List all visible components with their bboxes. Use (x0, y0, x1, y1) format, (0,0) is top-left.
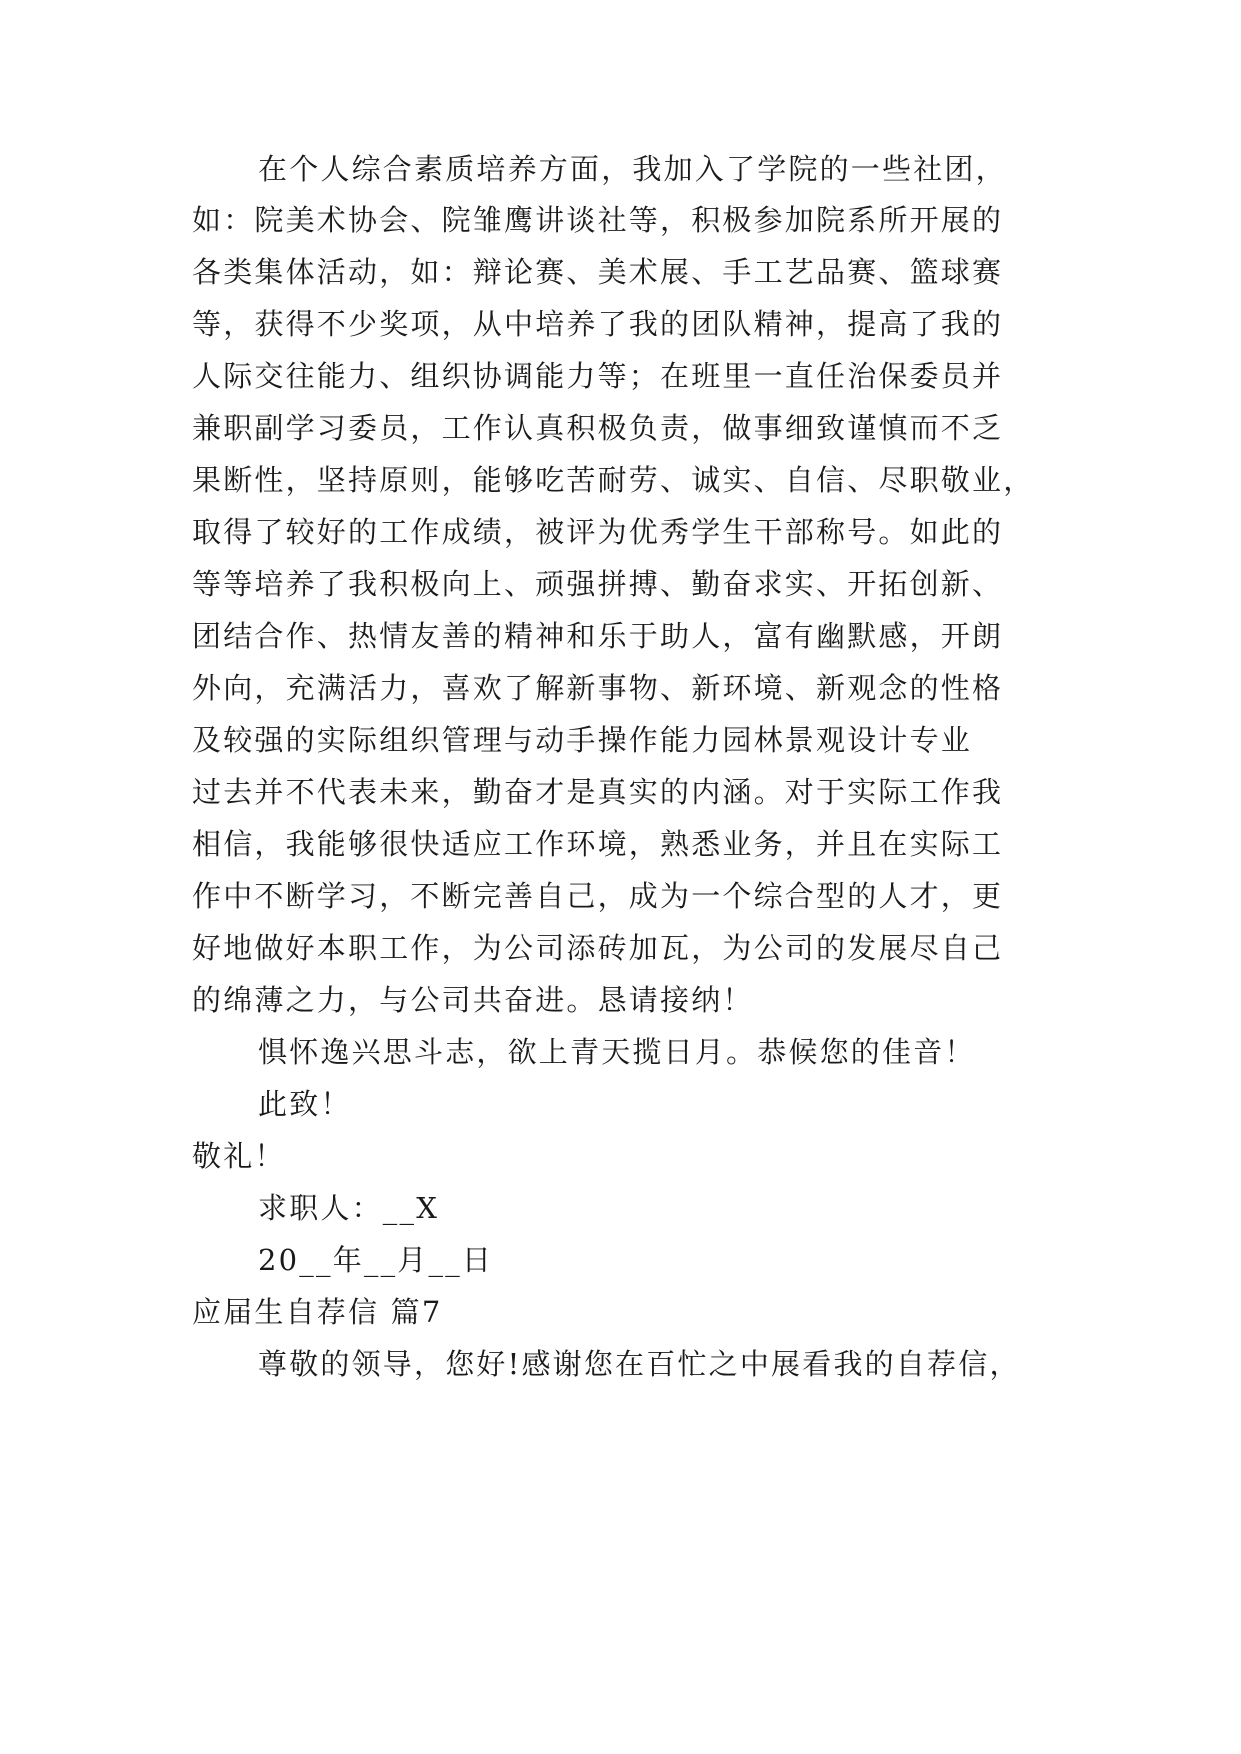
paragraph-line: 好地做好本职工作，为公司添砖加瓦，为公司的发展尽自己 (192, 931, 1004, 965)
paragraph-line: 过去并不代表未来，勤奋才是真实的内涵。对于实际工作我 (192, 775, 1004, 809)
paragraph-line: 人际交往能力、组织协调能力等；在班里一直任治保委员并 (192, 359, 1004, 393)
paragraph-line: 外向，充满活力，喜欢了解新事物、新环境、新观念的性格 (192, 671, 1004, 705)
paragraph-line: 的绵薄之力，与公司共奋进。恳请接纳！ (192, 983, 754, 1017)
date-line: 20__年__月__日 (258, 1243, 494, 1277)
paragraph-line: 在个人综合素质培养方面，我加入了学院的一些社团， (258, 152, 1007, 186)
paragraph-line: 果断性，坚持原则，能够吃苦耐劳、诚实、自信、尽职敬业， (192, 463, 1035, 497)
closing-line: 惧怀逸兴思斗志，欲上青天揽日月。恭候您的佳音！ (258, 1035, 976, 1069)
salutation: 此致！ (258, 1087, 352, 1121)
paragraph-line: 团结合作、热情友善的精神和乐于助人，富有幽默感，开朗 (192, 619, 1004, 653)
paragraph-line: 取得了较好的工作成绩，被评为优秀学生干部称号。如此的 (192, 515, 1004, 549)
paragraph-line: 相信，我能够很快适应工作环境，熟悉业务，并且在实际工 (192, 827, 1004, 861)
paragraph-line: 如：院美术协会、院雏鹰讲谈社等，积极参加院系所开展的 (192, 203, 1004, 237)
paragraph-line: 尊敬的领导，您好!感谢您在百忙之中展看我的自荐信， (258, 1347, 1021, 1381)
respect-line: 敬礼！ (192, 1139, 286, 1173)
applicant-signature: 求职人：__X (258, 1191, 440, 1225)
paragraph-line: 各类集体活动，如：辩论赛、美术展、手工艺品赛、篮球赛 (192, 255, 1004, 289)
paragraph-line: 等等培养了我积极向上、顽强拼搏、勤奋求实、开拓创新、 (192, 567, 1004, 601)
paragraph-line: 等，获得不少奖项，从中培养了我的团队精神，提高了我的 (192, 307, 1004, 341)
paragraph-line: 及较强的实际组织管理与动手操作能力园林景观设计专业 (192, 723, 973, 757)
paragraph-line: 兼职副学习委员，工作认真积极负责，做事细致谨慎而不乏 (192, 411, 1004, 445)
paragraph-line: 作中不断学习，不断完善自己，成为一个综合型的人才，更 (192, 879, 1004, 913)
section-title: 应届生自荐信 篇7 (192, 1295, 443, 1329)
